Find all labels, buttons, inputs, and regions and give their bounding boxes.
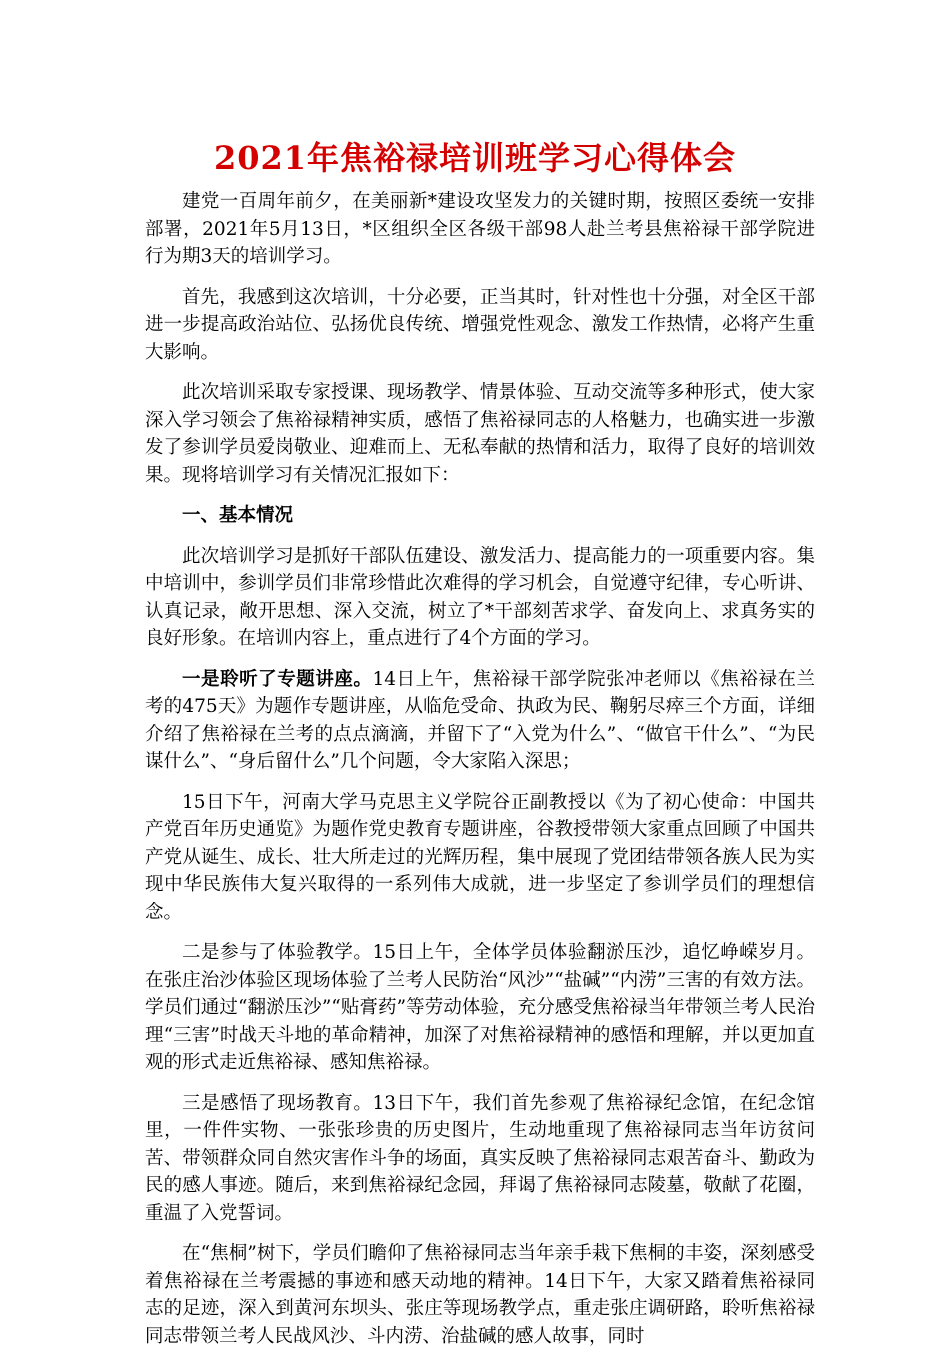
paragraph-lead-lectures: 一是聆听了专题讲座。 <box>182 668 373 690</box>
paragraph-first-impression: 首先，我感到这次培训，十分必要，正当其时，针对性也十分强，对全区干部进一步提高政治站位、弘扬优良传统、增强党性观念、激发工作热情，必将产生重大影响。 <box>145 286 815 363</box>
paragraph-training-overview: 此次培训学习是抓好干部队伍建设、激发活力、提高能力的一项重要内容。集中培训中，参训学员们非常珍惜此次难得的学习机会，自觉遵守纪律，专心听讲、认真记录，敞开思想、深入交流，树立了*干部刻苦求学、奋发向上、求真务实的良好形象。在培训内容上，重点进行了4个方面的学习。 <box>145 545 815 649</box>
paragraph-experience-teaching: 二是参与了体验教学。15日上午，全体学员体验翻淤压沙，追忆峥嵘岁月。在张庄治沙体验区现场体验了兰考人民防治“风沙”“盐碱”“内涝”三害的有效方法。学员们通过“翻淤压沙”“贴膏药”等劳动体验，充分感受焦裕禄当年带领兰考人民治理“三害”时战天斗地的革命精神，加深了对焦裕禄精神的感悟和理解，并以更加直观的形式走近焦裕禄、感知焦裕禄。 <box>145 942 815 1073</box>
section-heading-basic-situation: 一、基本情况 <box>182 505 294 526</box>
document-body <box>145 188 815 1363</box>
paragraph-jiaotong-tree: 在“焦桐”树下，学员们瞻仰了焦裕禄同志当年亲手栽下焦桐的丰姿，深刻感受着焦裕禄在兰考震撼的事迹和感天动地的精神。14日下午，大家又踏着焦裕禄同志的足迹，深入到黄河东坝头、张庄等现场教学点，重走张庄调研路，聆听焦裕禄同志带领兰考人民战风沙、斗内涝、治盐碱的感人故事，同时 <box>145 1243 815 1347</box>
paragraph-training-forms: 此次培训采取专家授课、现场教学、情景体验、互动交流等多种形式，使大家深入学习领会了焦裕禄精神实质，感悟了焦裕禄同志的人格魅力，也确实进一步激发了参训学员爱岗敬业、迎难而上、无私奉献的热情和活力，取得了良好的培训效果。现将培训学习有关情况汇报如下： <box>145 382 815 486</box>
paragraph-history-lecture: 15日下午，河南大学马克思主义学院谷正副教授以《为了初心使命：中国共产党百年历史通览》为题作党史教育专题讲座，谷教授带领大家重点回顾了中国共产党从诞生、成长、壮大所走过的光辉历程，集中展现了党团结带领各族人民为实现中华民族伟大复兴取得的一系列伟大成就，进一步坚定了参训学员们的理想信念。 <box>145 791 815 923</box>
paragraph-lectures <box>145 666 815 776</box>
paragraph-intro: 建党一百周年前夕，在美丽新*建设攻坚发力的关键时期，按照区委统一安排部署，2021年5月13日，*区组织全区各级干部98人赴兰考县焦裕禄干部学院进行为期3天的培训学习。 <box>145 191 815 267</box>
paragraph-lectures-text: 14日上午，焦裕禄干部学院张冲老师以《焦裕禄在兰考的475天》为题作专题讲座，从临危受命、执政为民、鞠躬尽瘁三个方面，详细介绍了焦裕禄在兰考的点点滴滴，并留下了“入党为什么”、“做官干什么”、“为民谋什么”、“身后留什么”几个问题，令大家陷入深思； <box>145 668 815 772</box>
document-title: 2021年焦裕禄培训班学习心得体会 <box>213 139 737 177</box>
paragraph-onsite-education: 三是感悟了现场教育。13日下午，我们首先参观了焦裕禄纪念馆，在纪念馆里，一件件实物、一张张珍贵的历史图片，生动地重现了焦裕禄同志当年访贫问苦、带领群众同自然灾害作斗争的场面，真实反映了焦裕禄同志艰苦奋斗、勤政为民的感人事迹。随后，来到焦裕禄纪念园，拜谒了焦裕禄同志陵墓，敬献了花圈，重温了入党誓词。 <box>145 1092 815 1224</box>
